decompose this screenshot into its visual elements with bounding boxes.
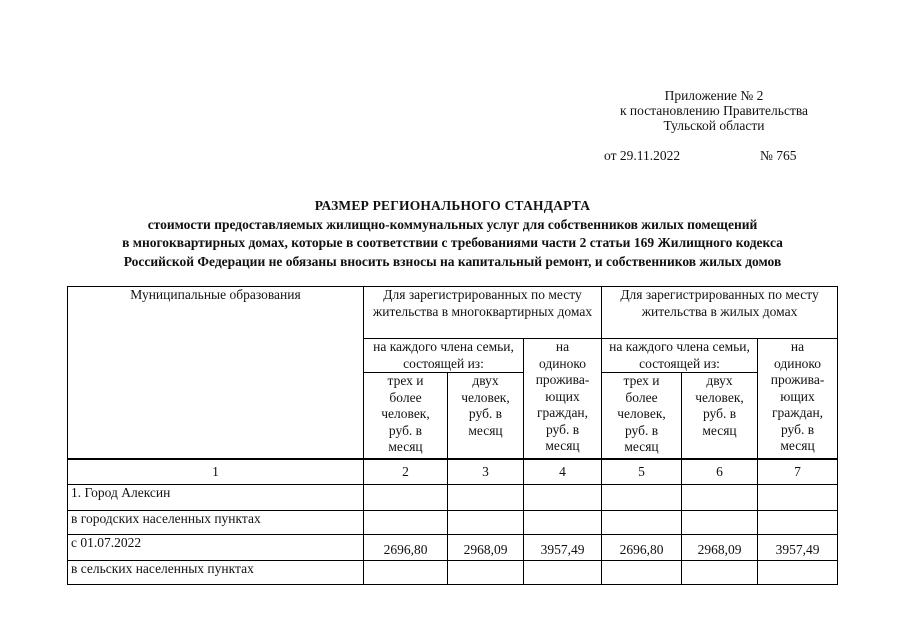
title-line-1: стоимости предоставляемых жилищно-коммунальных услуг для собственников жилых помещений [147, 216, 758, 232]
title-line-2: в многоквартирных домах, которые в соответствии с требованиями части 2 статьи 169 Жилищного кодекса [122, 235, 783, 250]
row-label: в городских населенных пунктах [68, 511, 364, 535]
table-cell: 2968,09 [448, 535, 524, 561]
title-line-3: Российской Федерации не обязаны вносить взносы на капитальный ремонт, и собственников жилых домов [123, 253, 782, 269]
column-number: 5 [602, 459, 682, 485]
document-title [60, 197, 845, 271]
header-per-member-apartment: на каждого члена семьи, состоящей из: [364, 339, 524, 373]
table-cell: 2968,09 [682, 535, 758, 561]
title-main: РАЗМЕР РЕГИОНАЛЬНОГО СТАНДАРТА [314, 198, 591, 213]
table-cell [524, 561, 602, 585]
header-three-plus-house: трех и более человек, руб. в месяц [602, 373, 682, 459]
header-municipal: Муниципальные образования [68, 287, 364, 459]
column-number: 2 [364, 459, 448, 485]
column-number: 7 [758, 459, 838, 485]
table-cell [682, 511, 758, 535]
decree-number: № 765 [760, 148, 797, 163]
table-cell [448, 485, 524, 511]
annex-title: Приложение № 2 [664, 88, 764, 103]
table-cell [524, 511, 602, 535]
column-number: 1 [68, 459, 364, 485]
header-group-house: Для зарегистрированных по месту жительства в жилых домах [602, 287, 838, 339]
table-row [68, 535, 838, 561]
table-cell [602, 511, 682, 535]
column-number: 6 [682, 459, 758, 485]
column-number-row [68, 459, 838, 485]
table-cell [448, 511, 524, 535]
header-three-plus-apartment: трех и более человек, руб. в месяц [364, 373, 448, 459]
table-cell [682, 561, 758, 585]
standard-table [67, 286, 838, 585]
row-label: в сельских населенных пунктах [68, 561, 364, 585]
table-cell [524, 485, 602, 511]
table-cell [364, 561, 448, 585]
table-cell: 3957,49 [758, 535, 838, 561]
table-cell [602, 485, 682, 511]
table-cell [682, 485, 758, 511]
header-single-apartment: на одиноко прожива- ющих граждан, руб. в месяц [524, 339, 602, 459]
table-row [68, 485, 838, 511]
table-cell [448, 561, 524, 585]
table-cell [758, 511, 838, 535]
table-cell: 3957,49 [524, 535, 602, 561]
row-label: с 01.07.2022 [68, 535, 364, 561]
header-two-apartment: двух человек, руб. в месяц [448, 373, 524, 459]
table-cell [602, 561, 682, 585]
decree-date: от 29.11.2022 [604, 148, 681, 163]
header-single-house: на одиноко прожива- ющих граждан, руб. в месяц [758, 339, 838, 459]
annex-block [600, 88, 828, 133]
row-label: 1. Город Алексин [68, 485, 364, 511]
table-cell: 2696,80 [602, 535, 682, 561]
header-two-house: двух человек, руб. в месяц [682, 373, 758, 459]
column-number: 4 [524, 459, 602, 485]
table-cell [758, 485, 838, 511]
header-row-1 [68, 287, 838, 339]
table-cell [364, 485, 448, 511]
table-cell: 2696,80 [364, 535, 448, 561]
header-group-apartment: Для зарегистрированных по месту жительства в многоквартирных домах [364, 287, 602, 339]
annex-region: Тульской области [663, 118, 765, 133]
annex-decree-ref: к постановлению Правительства [619, 103, 809, 118]
table-row [68, 511, 838, 535]
table-row [68, 561, 838, 585]
header-per-member-house: на каждого члена семьи, состоящей из: [602, 339, 758, 373]
table-cell [364, 511, 448, 535]
column-number: 3 [448, 459, 524, 485]
table-cell [758, 561, 838, 585]
